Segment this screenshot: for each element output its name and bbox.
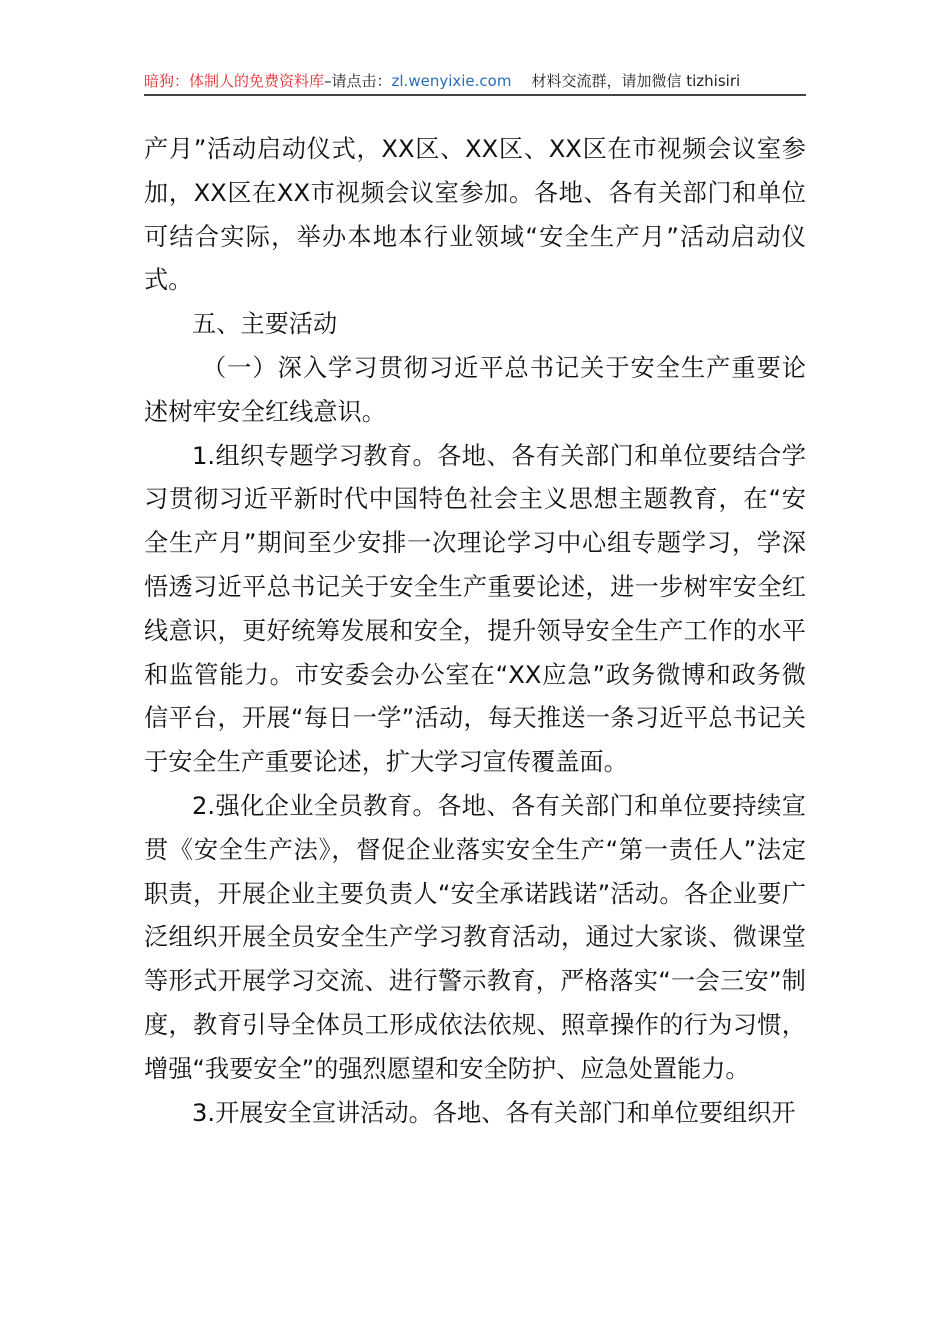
document-body (144, 128, 806, 1135)
paragraph-continuation: 产月”活动启动仪式，XX区、XX区、XX区在市视频会议室参加，XX区在XX市视频会议室参加。各地、各有关部门和单位可结合实际，举办本地本行业领域“安全生产月”活动启动仪式。 (144, 135, 806, 295)
header-brand: 暗狗：体制人的免费资料库 (144, 72, 325, 90)
paragraph-item-1: 1.组织专题学习教育。各地、各有关部门和单位要结合学习贯彻习近平新时代中国特色社会主义思想主题教育，在“安全生产月”期间至少安排一次理论学习中心组专题学习，学深悟透习近平总书记关于安全生产重要论述，进一步树牢安全红线意识，更好统筹发展和安全，提升领导安全生产工作的水平和监管能力。市安委会办公室在“XX应急”政务微博和政务微信平台，开展“每日一学”活动，每天推送一条习近平总书记关于安全生产重要论述，扩大学习宣传覆盖面。 (144, 441, 806, 777)
header-link[interactable]: zl.wenyixie.com (391, 72, 512, 90)
page-header (144, 70, 806, 96)
header-prompt: –请点击： (324, 72, 392, 90)
section-heading: 五、主要活动 (192, 310, 338, 339)
header-group-text: 材料交流群，请加微信 tizhisiri (531, 72, 741, 90)
paragraph-item-3: 3.开展安全宣讲活动。各地、各有关部门和单位要组织开 (192, 1098, 796, 1127)
subsection-heading: （一）深入学习贯彻习近平总书记关于安全生产重要论述树牢安全红线意识。 (144, 353, 806, 426)
paragraph-item-2: 2.强化企业全员教育。各地、各有关部门和单位要持续宣贯《安全生产法》，督促企业落实安全生产“第一责任人”法定职责，开展企业主要负责人“安全承诺践诺”活动。各企业要广泛组织开展全员安全生产学习教育活动，通过大家谈、微课堂等形式开展学习交流、进行警示教育，严格落实“一会三安”制度，教育引导全体员工形成依法依规、照章操作的行为习惯，增强“我要安全”的强烈愿望和安全防护、应急处置能力。 (144, 791, 806, 1083)
